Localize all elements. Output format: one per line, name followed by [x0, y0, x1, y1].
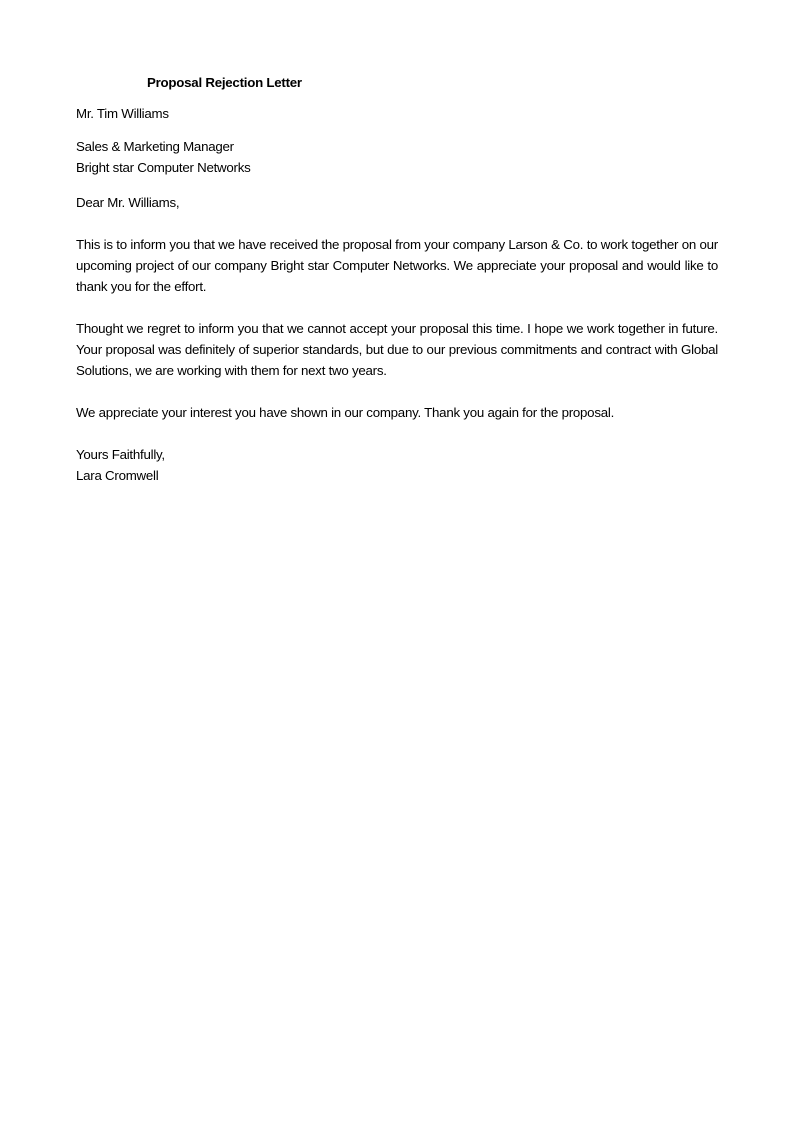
paragraph-rejection: Thought we regret to inform you that we cannot accept your proposal this time. I hope we work together in future. Your proposal was definitely of superior standards, but due to our previous commitments and contract with Global Solutions, we are working with them for next two years. [76, 321, 718, 378]
letter-body [76, 74, 718, 486]
paragraph-thanks: We appreciate your interest you have shown in our company. Thank you again for the proposal. [76, 405, 615, 420]
recipient-address [76, 136, 718, 178]
signatory-name: Lara Cromwell [76, 468, 159, 483]
recipient-company: Bright star Computer Networks [76, 160, 251, 175]
letter-title: Proposal Rejection Letter [147, 75, 302, 90]
signature-block [76, 444, 718, 486]
recipient-name-text: Mr. Tim Williams [76, 106, 169, 121]
paragraph-intro: This is to inform you that we have received the proposal from your company Larson & Co. to work together on our upcoming project of our company Bright star Computer Networks. We appreciate your proposal and would like to thank you for the effort. [76, 237, 718, 294]
recipient-name [76, 103, 718, 124]
recipient-position: Sales & Marketing Manager [76, 139, 234, 154]
salutation: Dear Mr. Williams, [76, 195, 180, 210]
closing-phrase: Yours Faithfully, [76, 447, 165, 462]
